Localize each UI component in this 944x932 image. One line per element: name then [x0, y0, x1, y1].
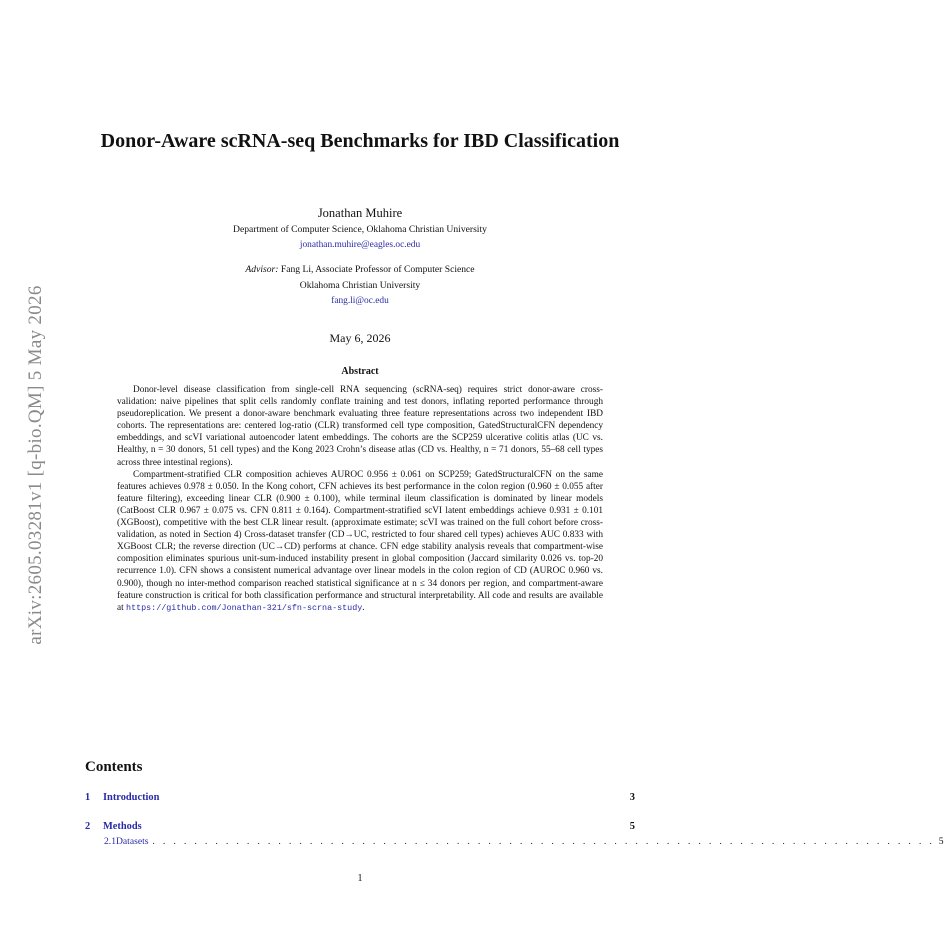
toc-item-introduction[interactable] [85, 792, 635, 803]
paper-date: May 6, 2026 [329, 331, 391, 345]
arxiv-stamp [16, 245, 56, 685]
abstract-body [117, 384, 603, 614]
code-repo-link[interactable]: https://github.com/Jonathan-321/sfn-scrna-study [126, 602, 363, 613]
author-name: Jonathan Muhire [317, 206, 403, 220]
arxiv-stamp-text: arXiv:2605.03281v1 [q-bio.QM] 5 May 2026 [25, 285, 46, 645]
advisor-email-link[interactable]: fang.li@oc.edu [331, 296, 389, 306]
advisor-institution: Oklahoma Christian University [299, 280, 421, 291]
toc-page: 5 [938, 836, 944, 847]
author-email-link[interactable]: jonathan.muhire@eagles.oc.edu [299, 240, 421, 250]
advisor-prefix: Advisor: [245, 264, 279, 275]
abstract-paragraph-1: Donor-level disease classification from single-cell RNA sequencing (scRNA-seq) requires strict donor-aware cross-validation: naive pipelines that split cells randomly conflate training and test donors, inflating reported performance through pseudoreplication. We present a donor-aware benchmark evaluating three feature representations across two independent IBD cohorts. The representations are: centered log-ratio (CLR) transformed cell type composition, GatedStructuralCFN dependency embeddings, and scVI variational autoencoder latent embeddings. The cohorts are the SCP259 ulcerative colitis atlas (UC vs. Healthy, n = 30 donors, 51 cell types) and the Kong 2023 Crohn’s disease atlas (CD vs. Healthy, n = 71 donors, 55–68 cell types across three intestinal regions). [117, 385, 603, 468]
toc-number: 2.1 [104, 836, 116, 847]
toc-number: 1 [85, 792, 91, 803]
toc-page: 5 [629, 821, 635, 832]
abstract-paragraph-2-text: Compartment-stratified CLR composition achieves AUROC 0.956 ± 0.061 on SCP259; GatedStructuralCFN on the same features achieves 0.978 ± 0.050. In the Kong cohort, CFN achieves its best performance in the colon region (0.960 ± 0.055 after feature filtering), exceeding linear CLR (0.900 ± 0.100), while terminal ileum classification is dominated by linear models (CatBoost CLR 0.967 ± 0.075 vs. CFN 0.811 ± 0.164). Compartment-stratified scVI latent embeddings achieve 0.931 ± 0.101 (XGBoost), competitive with the best CLR linear result. (approximate estimate; scVI was trained on the full cohort before cross-validation, as noted in Section 4) Cross-dataset transfer (CD→UC, restricted to four shared cell types) achieves AUC 0.833 with XGBoost CLR; the reverse direction (UC→CD) performs at chance. CFN edge stability analysis reveals that compartment-wise composition eliminates spurious unit-sum-induced instability present in global composition (Jaccard similarity 0.026 vs. top-20 recurrence 1.0). CFN shows a consistent numerical advantage over linear models in the colon region of CD (AUROC 0.960 vs. 0.900), though no inter-method comparison reached statistical significance at n ≤ 34 donors per region, and compartment-aware feature construction is critical for both classification performance and structural interpretability. All code and results are available at [117, 469, 603, 613]
toc-dot-leader: . . . . . . . . . . . . . . . . . . . . . . . . . . . . . . . . . . . . . . . . . . . . . . . . . . . . . . . . . . . . . . . . . . . . . . . . . . . [152, 836, 935, 846]
author-affiliation: Department of Computer Science, Oklahoma Christian University [233, 224, 487, 235]
abstract-heading: Abstract [341, 366, 379, 377]
toc-item-datasets[interactable] [104, 836, 944, 847]
page-number: 1 [357, 873, 363, 884]
advisor-text: Fang Li, Associate Professor of Computer Science [278, 264, 475, 275]
abstract-paragraph-2 [117, 469, 603, 614]
contents-heading: Contents [85, 759, 143, 775]
advisor-line [100, 264, 620, 275]
toc-item-methods[interactable] [85, 821, 635, 832]
toc-label[interactable]: Introduction [103, 792, 160, 803]
toc-label[interactable]: Methods [103, 821, 142, 832]
toc-page: 3 [629, 792, 635, 803]
toc-label[interactable]: Datasets [116, 836, 149, 847]
abstract-end: . [362, 602, 365, 613]
paper-title: Donor-Aware scRNA-seq Benchmarks for IBD Classification [100, 130, 620, 152]
toc-number: 2 [85, 821, 91, 832]
